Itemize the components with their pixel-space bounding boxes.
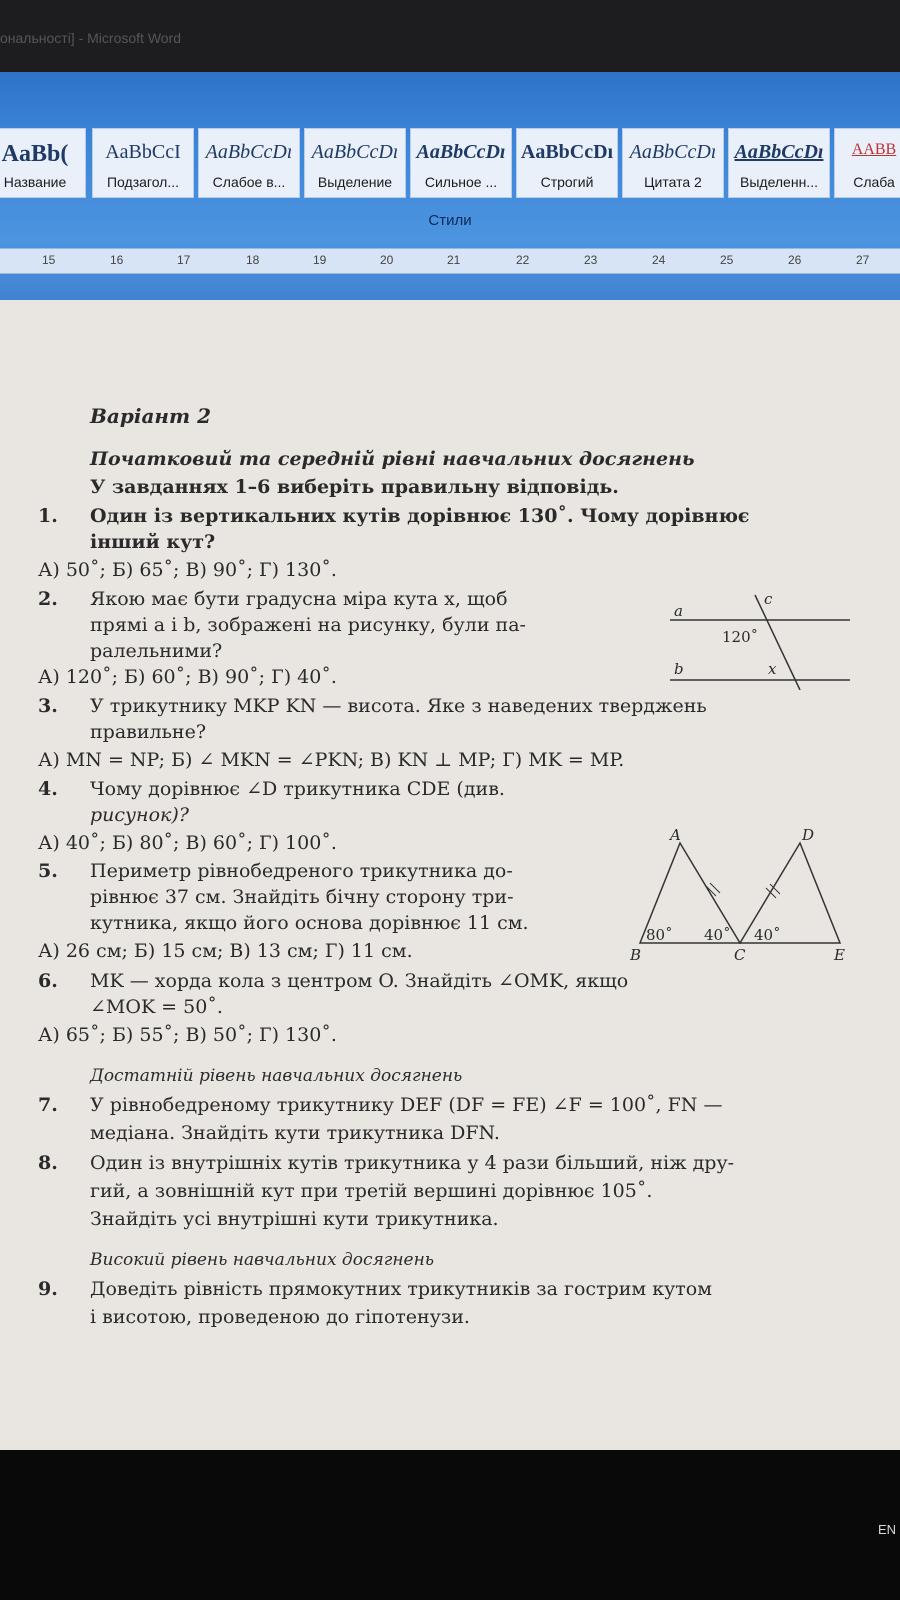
q2-text: ралельними? <box>90 640 223 662</box>
ruler-mark: 25 <box>720 253 734 267</box>
q3-number: 3. <box>38 695 58 717</box>
q2-text: прямі a і b, зображені на рисунку, були па- <box>90 614 526 636</box>
style-emphasis[interactable]: AaBbCcDı Выделение <box>304 128 406 198</box>
line-c <box>755 595 800 690</box>
q5-text: кутника, якщо його основа дорівнює 11 см. <box>90 912 529 934</box>
style-subtle-reference[interactable]: AABB Слаба <box>834 128 900 198</box>
ruler-mark: 24 <box>652 253 666 267</box>
q4-number: 4. <box>38 778 58 800</box>
ruler-mark: 15 <box>42 253 56 267</box>
q3-text: правильне? <box>90 721 207 743</box>
q7-text: медіана. Знайдіть кути трикутника DFN. <box>90 1122 500 1144</box>
style-subtle-emphasis[interactable]: AaBbCcDı Слабое в... <box>198 128 300 198</box>
q9-number: 9. <box>38 1278 58 1300</box>
q2-number: 2. <box>38 588 58 610</box>
q2-answers: А) 120˚; Б) 60˚; В) 90˚; Г) 40˚. <box>38 666 337 688</box>
label-x: x <box>768 660 777 678</box>
angle-120: 120˚ <box>722 628 759 646</box>
q1-text: Один із вертикальних кутів дорівнює 130˚. Чому дорівнює <box>90 505 750 527</box>
q4-text: рисунок)? <box>90 804 189 826</box>
q8-number: 8. <box>38 1152 58 1174</box>
q7-text: У рівнобедреному трикутнику DEF (DF = FE) ∠F = 100˚, FN — <box>90 1094 723 1116</box>
q5-text: рівнює 37 см. Знайдіть бічну сторону три- <box>90 886 514 908</box>
level2-heading: Достатній рівень навчальних досягнень <box>90 1066 463 1086</box>
q9-text: і висотою, проведеною до гіпотенузи. <box>90 1306 470 1328</box>
label-a: a <box>674 602 683 620</box>
window-title: ональності] - Microsoft Word <box>0 30 182 46</box>
ruler-mark: 20 <box>380 253 394 267</box>
styles-group-label: Стили <box>428 212 472 229</box>
variant-heading: Варіант 2 <box>90 404 212 428</box>
ruler-mark: 17 <box>177 253 191 267</box>
q3-answers: А) MN = NP; Б) ∠ MKN = ∠PKN; В) KN ⊥ MP; Г) MK = MP. <box>38 749 625 771</box>
style-subtitle[interactable]: AaBbCcI Подзагол... <box>92 128 194 198</box>
q8-text: Знайдіть усі внутрішні кути трикутника. <box>90 1208 499 1230</box>
q8-text: Один із внутрішніх кутів трикутника у 4 рази більший, ніж дру- <box>90 1152 735 1174</box>
q7-number: 7. <box>38 1094 58 1116</box>
vertex-c: C <box>734 946 746 963</box>
q6-number: 6. <box>38 970 58 992</box>
vertex-e: E <box>834 946 845 963</box>
q3-text: У трикутнику MKP KN — висота. Яке з наведених тверджень <box>90 695 707 717</box>
q1-number: 1. <box>38 505 58 527</box>
q6-text: ∠MOK = 50˚. <box>90 996 223 1018</box>
ruler-mark: 18 <box>246 253 260 267</box>
q9-text: Доведіть рівність прямокутних трикутників за гострим кутом <box>90 1278 713 1300</box>
horizontal-ruler[interactable] <box>0 248 900 274</box>
triangles-figure <box>630 828 860 963</box>
ruler-mark: 26 <box>788 253 802 267</box>
style-intense-quote[interactable]: AaBbCcDı Выделенн... <box>728 128 830 198</box>
ruler-mark: 19 <box>313 253 327 267</box>
q6-answers: А) 65˚; Б) 55˚; В) 50˚; Г) 130˚. <box>38 1024 337 1046</box>
angle-c1: 40˚ <box>704 926 731 944</box>
style-intense-emphasis[interactable]: AaBbCcDı Сильное ... <box>410 128 512 198</box>
vertex-b: B <box>630 946 642 963</box>
ruler-mark: 21 <box>447 253 461 267</box>
language-indicator[interactable]: EN <box>877 1522 896 1537</box>
angle-b: 80˚ <box>646 926 673 944</box>
angle-c2: 40˚ <box>754 926 781 944</box>
q1-text: інший кут? <box>90 531 216 553</box>
ruler-mark: 16 <box>110 253 124 267</box>
style-title[interactable]: AaBb( Название <box>0 128 86 198</box>
style-strong[interactable]: AaBbCcDı Строгий <box>516 128 618 198</box>
q4-text: Чому дорівнює ∠D трикутника CDE (див. <box>90 778 505 800</box>
q5-answers: А) 26 см; Б) 15 см; В) 13 см; Г) 11 см. <box>38 940 413 962</box>
ruler-mark: 27 <box>856 253 870 267</box>
q5-number: 5. <box>38 860 58 882</box>
vertex-d: D <box>802 828 815 844</box>
document-page[interactable] <box>0 300 900 1450</box>
parallel-lines-figure <box>660 590 860 690</box>
q2-text: Якою має бути градусна міра кута x, щоб <box>90 588 508 610</box>
taskbar <box>0 1450 900 1600</box>
window-titlebar <box>0 0 900 72</box>
ribbon <box>0 72 900 312</box>
level1-heading: Початковий та середній рівні навчальних досягнень <box>90 448 695 470</box>
style-quote2[interactable]: AaBbCcDı Цитата 2 <box>622 128 724 198</box>
label-b: b <box>674 660 684 678</box>
q5-text: Периметр рівнобедреного трикутника до- <box>90 860 513 882</box>
instruction: У завданнях 1–6 виберіть правильну відповідь. <box>90 476 619 498</box>
ruler-mark: 22 <box>516 253 530 267</box>
q8-text: гий, а зовнішній кут при третій вершині дорівнює 105˚. <box>90 1180 653 1202</box>
ruler-mark: 23 <box>584 253 598 267</box>
q4-answers: А) 40˚; Б) 80˚; В) 60˚; Г) 100˚. <box>38 832 337 854</box>
vertex-a: A <box>670 828 681 844</box>
label-c: c <box>764 590 773 608</box>
q1-answers: А) 50˚; Б) 65˚; В) 90˚; Г) 130˚. <box>38 559 337 581</box>
level3-heading: Високий рівень навчальних досягнень <box>90 1250 435 1270</box>
q6-text: MK — хорда кола з центром O. Знайдіть ∠OMK, якщо <box>90 970 629 992</box>
